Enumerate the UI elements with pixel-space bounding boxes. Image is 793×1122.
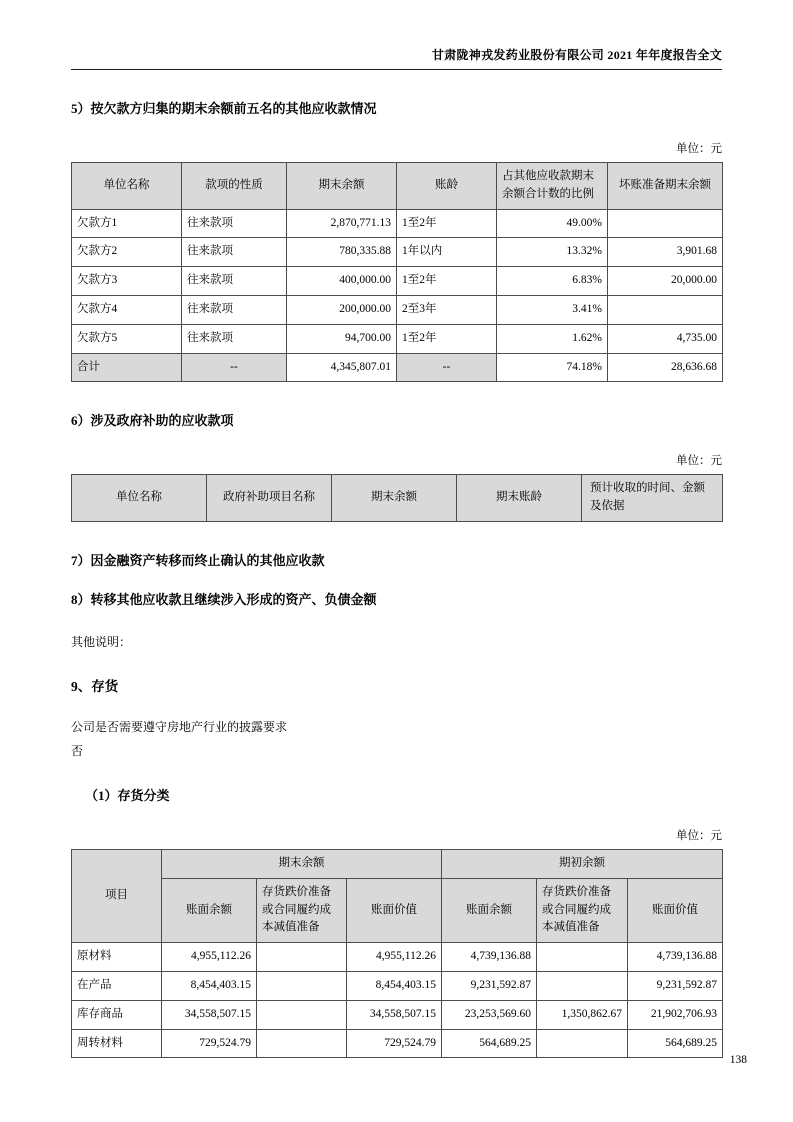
cell-baddebt	[608, 209, 723, 238]
cell-debtor: 欠款方5	[72, 324, 182, 353]
disclosure-answer: 否	[71, 744, 84, 759]
unit-label-3: 单位：元	[676, 829, 722, 842]
cell-gross: 729,524.79	[162, 1029, 257, 1058]
cell-nature: 往来款项	[182, 324, 287, 353]
cell-aging: 1至2年	[397, 209, 497, 238]
cell-provision	[537, 1029, 628, 1058]
cell-baddebt: 20,000.00	[608, 267, 723, 296]
cell-baddebt: 28,636.68	[608, 353, 723, 382]
cell-nature: 往来款项	[182, 267, 287, 296]
disclosure-question: 公司是否需要遵守房地产行业的披露要求	[71, 719, 288, 734]
col-header: 期末账龄	[457, 475, 582, 522]
cell-gross: 23,253,569.60	[442, 1000, 537, 1029]
cell-item: 在产品	[72, 971, 162, 1000]
cell-item: 库存商品	[72, 1000, 162, 1029]
table-row	[72, 1000, 723, 1029]
cell-gross: 9,231,592.87	[442, 971, 537, 1000]
table-row	[72, 1029, 723, 1058]
cell-total-label: 合计	[72, 353, 182, 382]
cell-provision	[257, 943, 347, 972]
cell-balance: 400,000.00	[287, 267, 397, 296]
col-header: 期末余额	[287, 162, 397, 209]
cell-net: 564,689.25	[628, 1029, 723, 1058]
cell-ratio: 74.18%	[497, 353, 608, 382]
cell-net: 8,454,403.15	[347, 971, 442, 1000]
cell-aging: 1至2年	[397, 324, 497, 353]
cell-gross: 34,558,507.15	[162, 1000, 257, 1029]
section6-title: 6）涉及政府补助的应收款项	[71, 413, 234, 429]
cell-balance: 200,000.00	[287, 295, 397, 324]
cell-net: 34,558,507.15	[347, 1000, 442, 1029]
cell-aging: 1年以内	[397, 238, 497, 267]
col-header: 预计收取的时间、金额及依据	[582, 475, 723, 522]
col-header-item: 项目	[72, 849, 162, 942]
table-header-row	[72, 475, 723, 522]
cell-balance: 4,345,807.01	[287, 353, 397, 382]
col-header: 账面价值	[347, 878, 442, 942]
cell-ratio: 6.83%	[497, 267, 608, 296]
cell-debtor: 欠款方4	[72, 295, 182, 324]
cell-provision	[537, 971, 628, 1000]
col-header: 账面价值	[628, 878, 723, 942]
cell-aging: --	[397, 353, 497, 382]
col-header: 存货跌价准备或合同履约成本减值准备	[537, 878, 628, 942]
cell-debtor: 欠款方2	[72, 238, 182, 267]
table-row	[72, 971, 723, 1000]
table-row	[72, 267, 723, 296]
col-group-beginning: 期初余额	[442, 849, 723, 878]
col-header: 单位名称	[72, 475, 207, 522]
col-header: 单位名称	[72, 162, 182, 209]
cell-ratio: 1.62%	[497, 324, 608, 353]
cell-gross: 4,955,112.26	[162, 943, 257, 972]
cell-net: 9,231,592.87	[628, 971, 723, 1000]
col-header: 账面余额	[162, 878, 257, 942]
other-note: 其他说明：	[71, 634, 132, 649]
section9-sub1-title: （1）存货分类	[85, 788, 170, 804]
cell-aging: 1至2年	[397, 267, 497, 296]
table-subheader-row	[72, 878, 723, 942]
table-row	[72, 943, 723, 972]
table-header-row	[72, 849, 723, 878]
page-number: 138	[729, 1054, 747, 1066]
section7-title: 7）因金融资产转移而终止确认的其他应收款	[71, 552, 325, 568]
cell-gross: 8,454,403.15	[162, 971, 257, 1000]
table-row	[72, 324, 723, 353]
cell-net: 4,739,136.88	[628, 943, 723, 972]
unit-label-2: 单位：元	[676, 455, 722, 468]
col-header: 款项的性质	[182, 162, 287, 209]
cell-provision	[257, 1029, 347, 1058]
other-receivables-table	[71, 162, 723, 383]
cell-gross: 564,689.25	[442, 1029, 537, 1058]
cell-ratio: 3.41%	[497, 295, 608, 324]
cell-net: 729,524.79	[347, 1029, 442, 1058]
table-row	[72, 238, 723, 267]
cell-balance: 94,700.00	[287, 324, 397, 353]
col-header: 存货跌价准备或合同履约成本减值准备	[257, 878, 347, 942]
cell-net: 21,902,706.93	[628, 1000, 723, 1029]
col-header: 占其他应收款期末余额合计数的比例	[497, 162, 608, 209]
report-header: 甘肃陇神戎发药业股份有限公司 2021 年年度报告全文	[71, 46, 722, 70]
cell-baddebt: 4,735.00	[608, 324, 723, 353]
col-group-ending: 期末余额	[162, 849, 442, 878]
col-header: 账龄	[397, 162, 497, 209]
cell-nature: 往来款项	[182, 295, 287, 324]
cell-debtor: 欠款方1	[72, 209, 182, 238]
cell-provision	[257, 1000, 347, 1029]
section8-title: 8）转移其他应收款且继续涉入形成的资产、负债金额	[71, 591, 377, 607]
unit-label-1: 单位：元	[676, 142, 722, 155]
table-row	[72, 209, 723, 238]
section9-title: 9、存货	[71, 679, 119, 695]
cell-provision	[257, 971, 347, 1000]
cell-nature: 往来款项	[182, 238, 287, 267]
col-header: 坏账准备期末余额	[608, 162, 723, 209]
cell-nature: 往来款项	[182, 209, 287, 238]
cell-net: 4,955,112.26	[347, 943, 442, 972]
col-header: 政府补助项目名称	[207, 475, 332, 522]
cell-provision: 1,350,862.67	[537, 1000, 628, 1029]
cell-ratio: 49.00%	[497, 209, 608, 238]
cell-balance: 2,870,771.13	[287, 209, 397, 238]
cell-baddebt	[608, 295, 723, 324]
cell-baddebt: 3,901.68	[608, 238, 723, 267]
col-header: 期末余额	[332, 475, 457, 522]
cell-ratio: 13.32%	[497, 238, 608, 267]
government-subsidy-table	[71, 474, 723, 522]
table-row	[72, 295, 723, 324]
cell-debtor: 欠款方3	[72, 267, 182, 296]
cell-balance: 780,335.88	[287, 238, 397, 267]
table-total-row	[72, 353, 723, 382]
cell-item: 原材料	[72, 943, 162, 972]
cell-aging: 2至3年	[397, 295, 497, 324]
cell-provision	[537, 943, 628, 972]
cell-gross: 4,739,136.88	[442, 943, 537, 972]
col-header: 账面余额	[442, 878, 537, 942]
section5-title: 5）按欠款方归集的期末余额前五名的其他应收款情况	[71, 101, 377, 116]
cell-item: 周转材料	[72, 1029, 162, 1058]
cell-nature: --	[182, 353, 287, 382]
inventory-table	[71, 849, 723, 1059]
table-header-row	[72, 162, 723, 209]
